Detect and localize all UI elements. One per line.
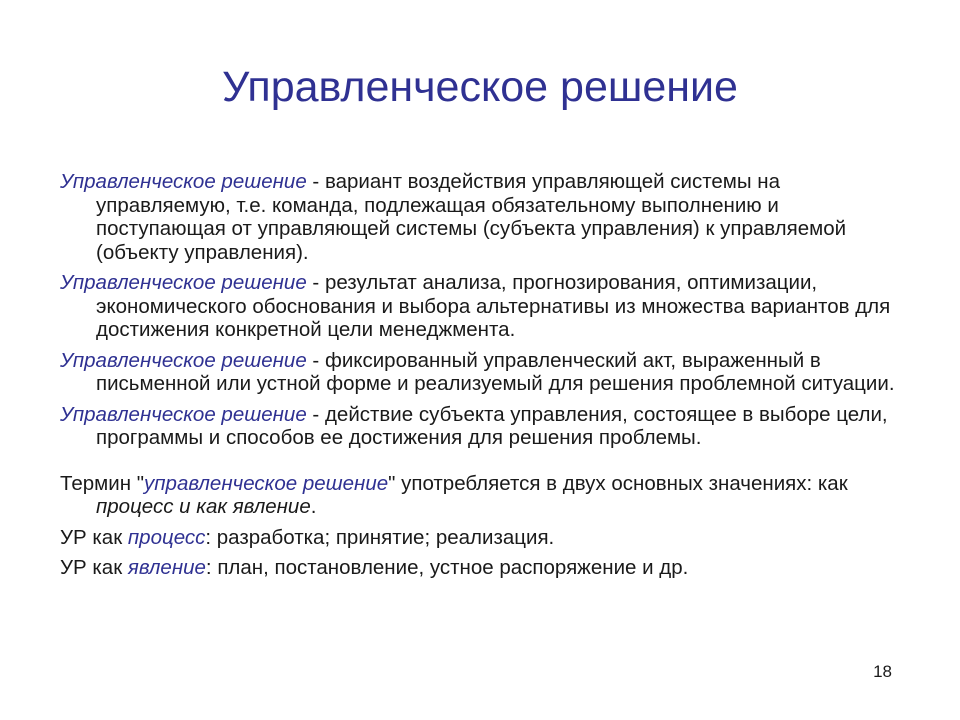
phenomenon-term: явление (127, 556, 206, 579)
definition-term: Управленческое решение (60, 348, 307, 372)
definition-1 (60, 170, 900, 264)
process-prefix: УР как (60, 525, 128, 549)
definition-term: Управленческое решение (60, 170, 307, 193)
term-note (60, 472, 900, 519)
definition-term: Управленческое решение (60, 402, 307, 426)
process-line (60, 526, 900, 550)
definition-text: - вариант воздействия управляющей системы на управляемую, т.е. команда, подлежащая обязательному выполнению и поступающая от управляющей системы (субъекта управления) к управляемой (объекту управления). (96, 170, 847, 264)
term-note-prefix: Термин " (60, 471, 145, 495)
phenomenon-prefix: УР как (60, 556, 128, 579)
term-note-term: управленческое решение (144, 471, 389, 495)
term-note-middle: " употребляется в двух основных значениях: как (388, 471, 848, 495)
slide-content (60, 170, 900, 587)
definition-4 (60, 403, 900, 450)
process-term: процесс (127, 525, 206, 549)
term-note-meanings: процесс и как явление (96, 495, 311, 518)
term-note-suffix: . (310, 495, 317, 518)
spacer (60, 457, 900, 472)
definition-text: - результат анализа, прогнозирования, оптимизации, экономического обоснования и выбора альтернативы из множества вариантов для достижения конкретной цели менеджмента. (96, 271, 891, 341)
slide-number: 18 (873, 662, 892, 681)
phenomenon-text: : план, постановление, устное распоряжение и др. (205, 556, 689, 579)
definition-term: Управленческое решение (60, 271, 307, 294)
definition-2 (60, 271, 900, 342)
process-text: : разработка; принятие; реализация. (205, 525, 555, 549)
definition-text: - фиксированный управленческий акт, выраженный в письменной или устной форме и реализуемый для решения проблемной ситуации. (96, 348, 895, 395)
definition-text: - действие субъекта управления, состоящее в выборе цели, программы и способов ее достижения для решения проблемы. (96, 402, 888, 449)
slide-title: Управленческое решение (222, 63, 738, 111)
phenomenon-line (60, 556, 900, 580)
definition-3 (60, 349, 900, 396)
